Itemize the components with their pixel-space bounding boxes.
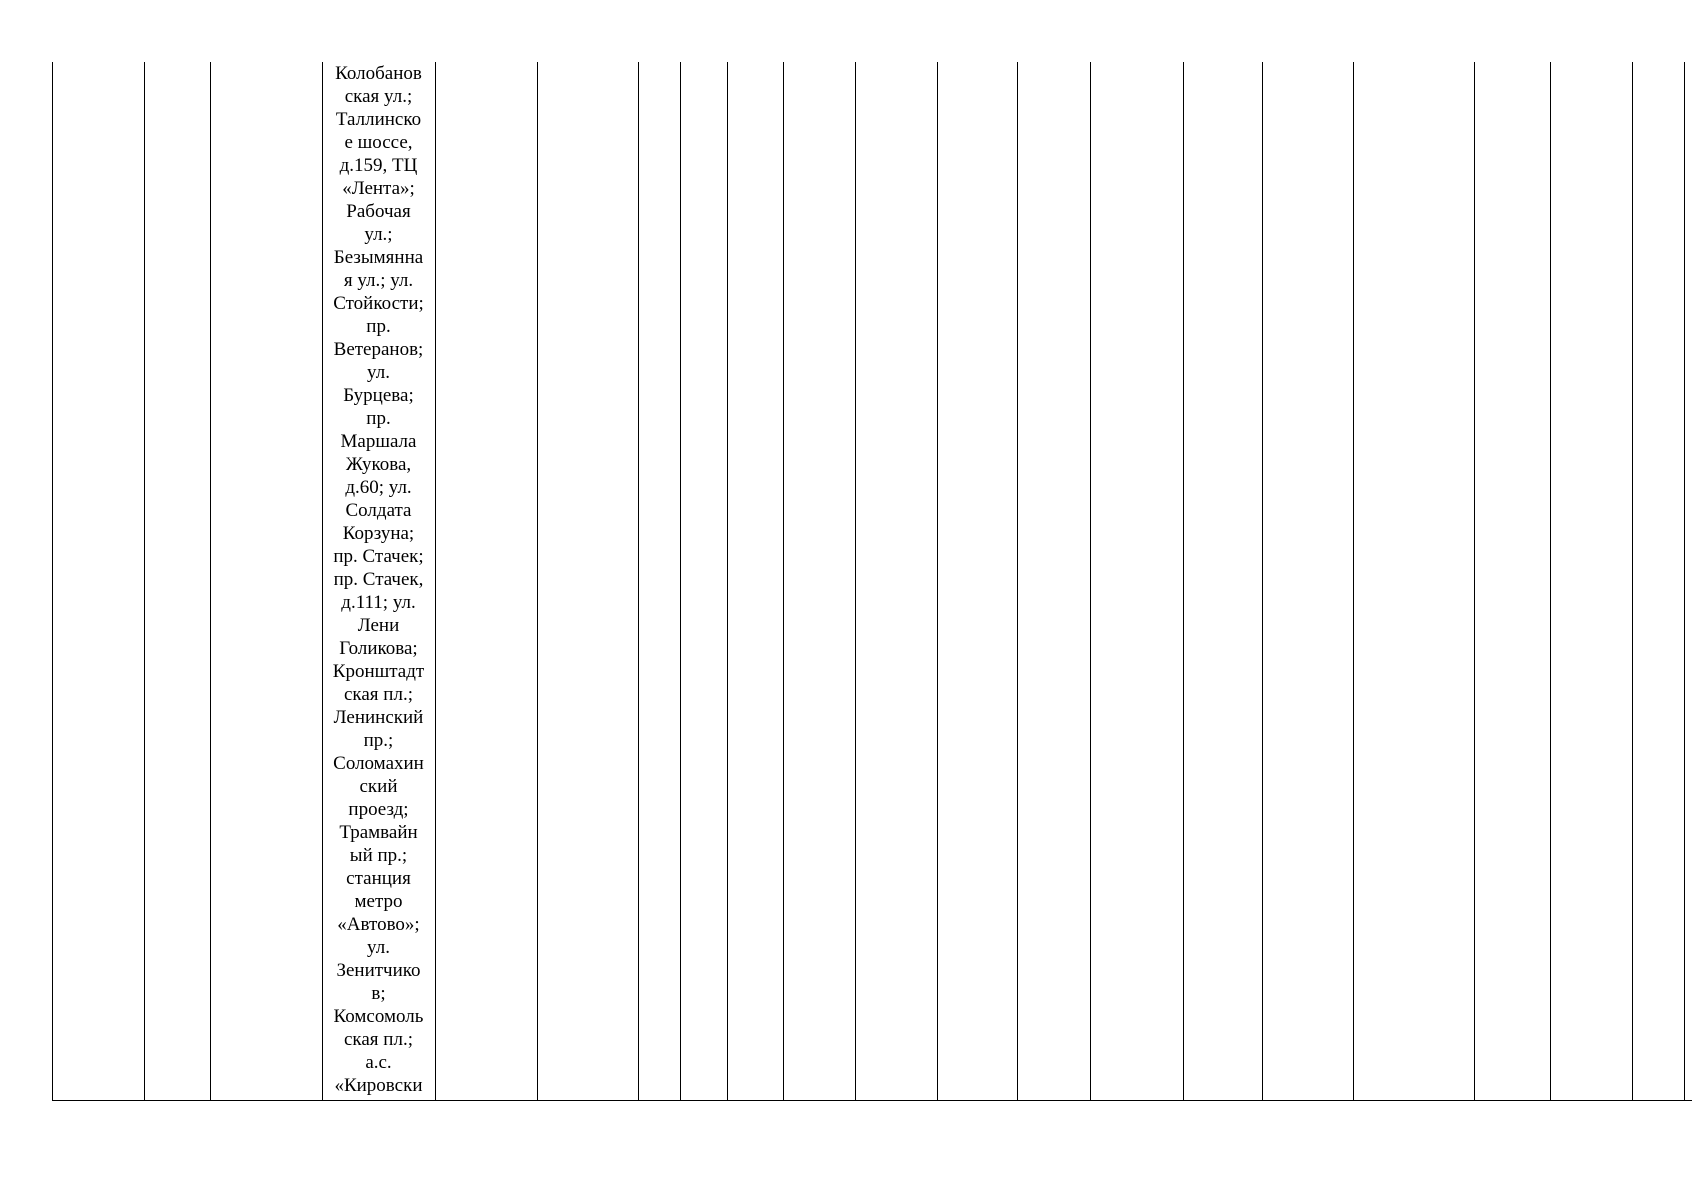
- route-text-line: в;: [371, 983, 386, 1004]
- column-divider: [937, 62, 938, 1100]
- column-divider: [1632, 62, 1633, 1100]
- route-text-line: д.60; ул.: [345, 477, 412, 498]
- table-right-border: [1684, 62, 1685, 1100]
- route-text-line: пр.;: [363, 730, 394, 751]
- route-text-line: ская пл.;: [344, 684, 413, 705]
- route-text-line: Жукова,: [345, 454, 412, 475]
- route-text-line: а.с.: [365, 1052, 392, 1073]
- route-text-line: Голикова;: [339, 638, 418, 659]
- column-divider: [1474, 62, 1475, 1100]
- column-divider: [727, 62, 728, 1100]
- route-text-line: Ленинский: [333, 707, 424, 728]
- route-text-line: метро: [354, 891, 403, 912]
- column-divider: [638, 62, 639, 1100]
- route-text-line: Безымянна: [333, 247, 424, 268]
- route-text-line: ул.: [367, 937, 390, 958]
- column-divider: [1090, 62, 1091, 1100]
- route-text-line: Бурцева;: [343, 385, 414, 406]
- column-divider: [855, 62, 856, 1100]
- route-text-line: Трамвайн: [339, 822, 418, 843]
- route-text-line: Стойкости;: [333, 293, 424, 314]
- route-text-line: пр.: [366, 316, 391, 337]
- route-text-line: Солдата: [345, 500, 412, 521]
- route-text-line: ский: [359, 776, 398, 797]
- column-divider: [680, 62, 681, 1100]
- route-text-line: «Автово»;: [337, 914, 420, 935]
- route-text-line: Корзуна;: [342, 523, 415, 544]
- route-text-line: проезд;: [348, 799, 409, 820]
- column-divider: [1353, 62, 1354, 1100]
- route-text-line: ул.;: [364, 224, 393, 245]
- table-fragment: [52, 62, 1692, 1101]
- route-text-line: Ветеранов;: [333, 339, 424, 360]
- route-text-line: Лени: [357, 615, 400, 636]
- route-text-line: е шоссе,: [344, 132, 413, 153]
- route-text-line: Зенитчико: [336, 960, 421, 981]
- route-text-line: «Кировски: [334, 1075, 423, 1096]
- route-text-line: Колобанов: [335, 63, 422, 84]
- route-stops-text: [322, 62, 435, 1097]
- route-text-line: «Лента»;: [342, 178, 415, 199]
- table-left-border: [52, 62, 53, 1100]
- route-text-line: д.159, ТЦ: [339, 155, 418, 176]
- column-divider: [1183, 62, 1184, 1100]
- route-text-line: станция: [346, 868, 411, 889]
- column-divider: [1550, 62, 1551, 1100]
- column-divider: [1262, 62, 1263, 1100]
- route-text-line: д.111; ул.: [341, 592, 416, 613]
- column-divider: [210, 62, 211, 1100]
- route-stops-cell: [322, 62, 435, 1100]
- route-text-line: Рабочая: [346, 201, 411, 222]
- column-divider: [1017, 62, 1018, 1100]
- column-divider: [144, 62, 145, 1100]
- route-text-line: пр.: [366, 408, 391, 429]
- route-text-line: ская ул.;: [344, 86, 413, 107]
- route-text-line: Маршала: [340, 431, 417, 452]
- column-divider: [783, 62, 784, 1100]
- route-text-line: Таллинско: [335, 109, 422, 130]
- route-text-line: пр. Стачек,: [333, 569, 424, 590]
- route-text-line: Комсомоль: [333, 1006, 424, 1027]
- route-text-line: Соломахин: [333, 753, 424, 774]
- route-text-line: я ул.; ул.: [343, 270, 414, 291]
- column-divider: [435, 62, 436, 1100]
- column-divider: [537, 62, 538, 1100]
- route-text-line: пр. Стачек;: [333, 546, 424, 567]
- route-text-line: ый пр.;: [349, 845, 408, 866]
- route-text-line: Кронштадт: [332, 661, 425, 682]
- route-text-line: ул.: [367, 362, 390, 383]
- route-text-line: ская пл.;: [344, 1029, 413, 1050]
